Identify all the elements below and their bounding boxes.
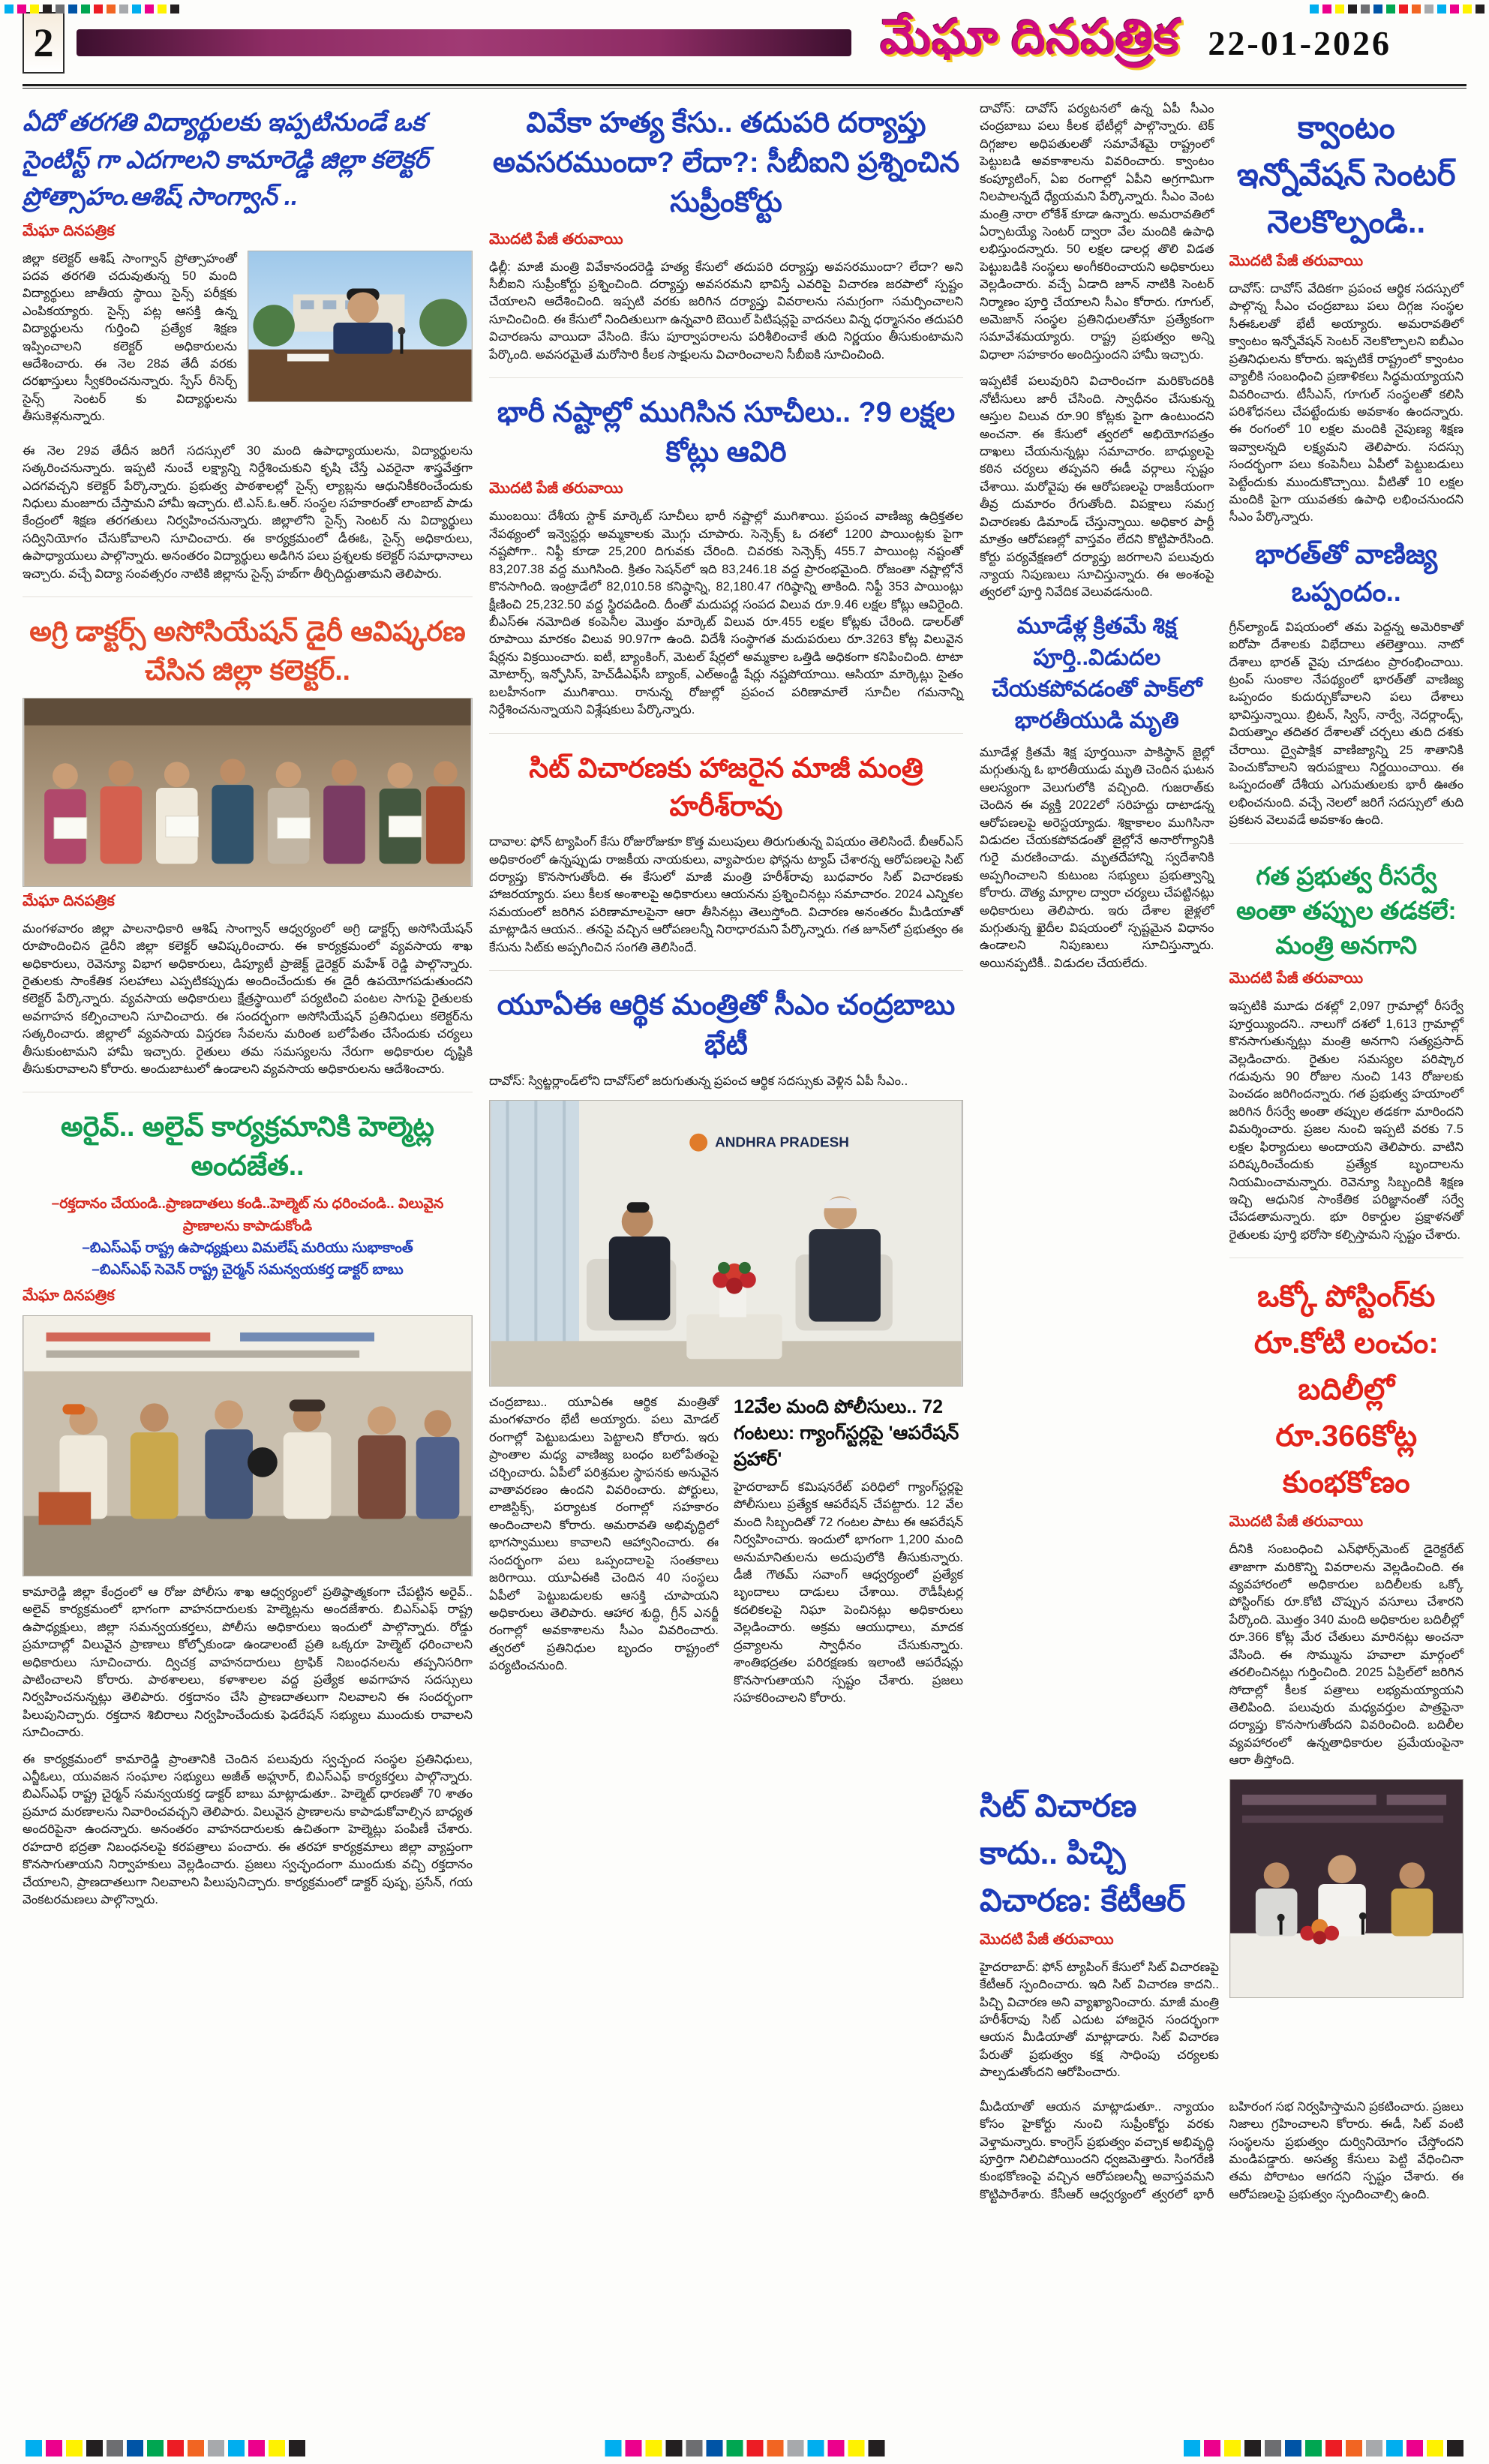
color-swatch	[94, 5, 103, 14]
color-swatch	[1366, 2440, 1382, 2456]
article-ktr-sit-remarks	[980, 1779, 1463, 2208]
article-body: దావాల: ఫోన్ ట్యాపింగ్ కేసు రోజురోజుకూ కొత్త మలుపులు తిరుగుతున్న విషయం తెలిసిందే. బీఆర్ఎస్ అధికారంలో ఉన్నప్పుడు రాజకీయ నాయకులు, వ్యాపారుల ఫోన్లను ట్యాప్ చేశారన్న ఆరోపణలపై సిట్ దర్యాప్తు కొనసాగుతోంది. ఈ కేసులో మాజీ మంత్రి హరీశ్‌రావు బుధవారం సిట్ విచారణకు హాజరయ్యారు. పలు కీలక అంశాలపై అధికారులు ఆయనను ప్రశ్నించినట్లు సమాచారం. 2024 ఎన్నికల సమయంలో జరిగిన పరిణామాలపైనా ఆరా తీసినట్లు తెలుస్తోంది. విచారణ అనంతరం మీడియాతో మాట్లాడిన ఆయన.. తనపై వచ్చిన ఆరోపణలన్నీ నిరాధారమని పేర్కొన్నారు. గత జూన్‌లో ప్రభుత్వం ఈ కేసును సిట్‌కు అప్పగించిన సంగతి తెలిసిందే.	[489, 835, 963, 954]
color-swatch	[1447, 2440, 1463, 2456]
article-headline: అగ్రి డాక్టర్స్ అసోసియేషన్ డైరీ ఆవిష్కరణ చేసిన జిల్లా కలెక్టర్..	[29, 616, 466, 686]
color-swatch	[1450, 5, 1459, 14]
color-swatch	[86, 2440, 103, 2456]
color-swatch	[787, 2440, 803, 2456]
color-swatch	[5, 5, 14, 14]
color-swatch	[1373, 5, 1382, 14]
continued-byline: మొదటి పేజీ తరువాయి	[1229, 1513, 1364, 1531]
continued-byline: మొదటి పేజీ తరువాయి	[489, 230, 623, 248]
article-body: ఇప్పటికి మూడు దశల్లో 2,097 గ్రామాల్లో రీసర్వే పూర్తయ్యిందని.. నాలుగో దశలో 1,613 గ్రామాల్లో కొనసాగుతున్నట్లు మంత్రి అనగాని సత్యప్రసాద్ వెల్లడించారు. రైతుల సమస్యల పరిష్కార గడువును 90 రోజుల నుంచి 143 రోజులకు పెంచడం జరిగిందన్నారు. గత ప్రభుత్వ హయాంలో జరిగిన రీసర్వే అంతా తప్పుల తడకగా మారిందని విమర్శించారు. ప్రజల నుంచి ఇప్పటి వరకు 7.5 లక్షల ఫిర్యాదులు అందాయని తెలిపారు. వాటిని పరిష్కరించేందుకు ప్రత్యేక బృందాలను నియమించామన్నారు. రెవెన్యూ సిబ్బందికి శిక్షణ ఇచ్చి ఆధునిక సాంకేతిక పరిజ్ఞానంతో సర్వే చేపడతామన్నారు. భూ రికార్డుల ప్రక్షాళనతో రైతులకు పూర్తి భరోసా కల్పిస్తామని స్పష్టం చేశారు.	[1229, 999, 1463, 1242]
article-viveka-case	[489, 104, 963, 364]
print-registration-marks-top-right	[1310, 5, 1484, 14]
color-swatch	[1361, 5, 1370, 14]
color-swatch	[1412, 5, 1421, 14]
article-india-trade-deal	[1229, 536, 1464, 830]
continued-byline: మొదటి పేజీ తరువాయి	[489, 480, 623, 497]
article-scientist-encouragement	[23, 104, 473, 583]
article-standfirst-bullets	[23, 1193, 473, 1282]
masthead-logo: మేఘా దినపత్రిక	[880, 10, 1180, 64]
article-body: దీనికి సంబంధించి ఎన్‌ఫోర్స్‌మెంట్ డైరెక్టరేట్ తాజాగా మరికొన్ని వివరాలను వెల్లడించింది. ఈ వ్యవహారంలో అధికారుల బదిలీలకు ఒక్కో పోస్టింగ్‌కు రూ.కోటి చొప్పున వసూలు చేశారని పేర్కొంది. మొత్తం 340 మంది అధికారుల బదిలీల్లో రూ.366 కోట్ల మేర చేతులు మారినట్లు అంచనా వేసింది. ఈ సొమ్మును హవాలా మార్గంలో తరలించినట్లు గుర్తించింది. 2025 ఏప్రిల్‌లో జరిగిన సోదాల్లో కీలక పత్రాలు లభ్యమయ్యాయని తెలిపింది. పలువురు మధ్యవర్తుల పాత్రపైనా దర్యాప్తు కొనసాగుతోందని వివరించింది. బదిలీల వ్యవహారంలో ఉన్నతాధికారుల ప్రమేయంపైనా ఆరా తీస్తోంది.	[1229, 1543, 1463, 1768]
article-headline: ఏదో తరగతి విద్యార్థులకు ఇప్పటినుండే ఒక సైంటిస్ట్ గా ఎదగాలని కామారెడ్డి జిల్లా కలెక్టర్ ప్రోత్సాహం.ఆశిష్ సాంగ్వాన్ ..	[23, 108, 429, 210]
left-column	[23, 101, 473, 2208]
color-swatch	[1424, 5, 1433, 14]
color-swatch	[1427, 2440, 1443, 2456]
header-gradient-bar	[77, 29, 851, 56]
article-body-columns	[489, 1394, 963, 1707]
article-body: కామారెడ్డి జిల్లా కేంద్రంలో ఆ రోజు పోలీసు శాఖ ఆధ్వర్యంలో ప్రతిష్ఠాత్మకంగా చేపట్టిన అరైవ్.. అలైవ్ కార్యక్రమంలో భాగంగా వాహనదారులకు హెల్మెట్లను అందజేశారు. బిఎస్ఎఫ్ రాష్ట్ర ఉపాధ్యక్షులు, జిల్లా సమన్వయకర్తలు, పోలీసు అధికారులు ఇందులో పాల్గొన్నారు. రోడ్డు ప్రమాదాల్లో విలువైన ప్రాణాలు కోల్పోకుండా ఉండాలంటే ప్రతి ఒక్కరూ హెల్మెట్ ధరించాలని అధికారులు సూచించారు. ద్విచక్ర వాహనదారులు ట్రాఫిక్ నిబంధనలను తప్పనిసరిగా పాటించాలని కోరారు. పాఠశాలలు, కళాశాలల వద్ద ప్రత్యేక అవగాహన సదస్సులు నిర్వహించనున్నట్లు తెలిపారు. రక్తదానం చేసి ప్రాణదాతలుగా నిలవాలని ఈ సందర్భంగా పిలుపునిచ్చారు. రక్తదాన శిబిరాలు నిర్వహించేందుకు ఫెడరేషన్ సభ్యులు ముందుకు రావాలని సూచించారు.	[23, 1585, 473, 1740]
color-swatch	[726, 2440, 743, 2456]
article-body: ముంబయి: దేశీయ స్టాక్ మార్కెట్ సూచీలు భారీ నష్టాల్లో ముగిశాయి. ప్రపంచ వాణిజ్య ఉద్రిక్తతల నేపథ్యంలో ఇన్వెస్టర్లు అమ్మకాలకు మొగ్గు చూపారు. సెన్సెక్స్ ఓ దశలో 1200 పాయింట్లకు పైగా నష్టపోగా.. నిఫ్టీ కూడా 25,200 దిగువకు చేరింది. చివరకు సెన్సెక్స్ 455.7 పాయింట్ల నష్టంతో 83,207.38 వద్ద ముగిసింది. క్రితం సెషన్‌లో ఇది 83,246.18 వద్ద ప్రారంభమైంది. రోజంతా నష్టాల్లోనే కొనసాగింది. ఇంట్రాడేలో 82,010.58 కనిష్ఠాన్ని, 82,180.47 గరిష్ఠాన్ని తాకింది. నిఫ్టీ 353 పాయింట్లు క్షీణించి 25,232.50 వద్ద స్థిరపడింది. దీంతో మదుపర్ల సంపద విలువ రూ.9.46 లక్షల కోట్లు ఆవిరైంది. బీఎస్ఈ నమోదిత కంపెనీల మొత్తం మార్కెట్ విలువ రూ.455 లక్షల కోట్లకు చేరింది. డాలర్‌తో రూపాయి మారకం విలువ 90.97గా ఉంది. విదేశీ సంస్థాగత మదుపరులు రూ.3263 కోట్ల విలువైన షేర్లను విక్రయించారు. ఐటీ, బ్యాంకింగ్, మెటల్ షేర్లలో అమ్మకాల ఒత్తిడి అధికంగా కనిపించింది. టాటా మోటార్స్, ఇన్ఫోసిస్, హెచ్‌డీఎఫ్‌సీ బ్యాంక్, ఎల్అండ్టీ షేర్లు నష్టపోయాయి. ఆసియా మార్కెట్లు సైతం బలహీనంగా ముగిశాయి. రానున్న రోజుల్లో ప్రపంచ పరిణామాలే సూచీల గమనాన్ని నిర్దేశించనున్నాయని విశ్లేషకులు పేర్కొన్నారు.	[489, 509, 963, 717]
article-body: హైదరాబాద్ కమిషనరేట్ పరిధిలో గ్యాంగ్‌స్టర్లపై పోలీసులు ప్రత్యేక ఆపరేషన్ చేపట్టారు. 12 వేల మంది సిబ్బందితో 72 గంటల పాటు ఈ ఆపరేషన్ నిర్వహించారు. ఇందులో భాగంగా 1,200 మంది అనుమానితులను అదుపులోకి తీసుకున్నారు. డీజీ గౌతమ్ సవాంగ్ ఆధ్వర్యంలో ప్రత్యేక బృందాలు దాడులు చేశాయి. రౌడీషీటర్ల కదలికలపై నిఘా పెంచినట్లు అధికారులు వెల్లడించారు. అక్రమ ఆయుధాలు, మాదక ద్రవ్యాలను స్వాధీనం చేసుకున్నారు. శాంతిభద్రతల పరిరక్షణకు ఇలాంటి ఆపరేషన్లు కొనసాగుతాయని స్పష్టం చేశారు. ప్రజలు సహకరించాలని కోరారు.	[734, 1480, 963, 1705]
color-swatch	[147, 2440, 164, 2456]
article-resurvey-minister	[1229, 843, 1464, 1244]
color-swatch	[1406, 2440, 1423, 2456]
color-swatch	[1204, 2440, 1220, 2456]
article-headline: ఒక్కో పోస్టింగ్‌కు రూ.కోటి లంచం: బదిలీల్లో రూ.366కోట్ల కుంభకోణం	[1253, 1280, 1439, 1500]
article-body: చంద్రబాబు.. యూఏఈ ఆర్థిక మంత్రితో మంగళవారం భేటీ అయ్యారు. పలు మోడల్ రంగాల్లో పెట్టుబడులు పెట్టాలని కోరారు. ఇరు ప్రాంతాల మధ్య వాణిజ్య బంధం బలోపేతంపై చర్చించారు. ఏపీలో పరిశ్రమల స్థాపనకు అనువైన వాతావరణం ఉందని వివరించారు. పోర్టులు, లాజిస్టిక్స్, పర్యాటక రంగాల్లో సహకారం అందించాలని కోరారు. అమరావతి అభివృద్ధిలో భాగస్వాములు కావాలని ఆహ్వానించారు. ఈ సందర్భంగా పలు ఒప్పందాలపై సంతకాలు జరిగాయి. యూఏఈకి చెందిన 40 సంస్థలు ఏపీలో పెట్టుబడులకు ఆసక్తి చూపాయని అధికారులు తెలిపారు. ఆహార శుద్ధి, గ్రీన్ ఎనర్జీ రంగాల్లో అవకాశాలను సీఎం వివరించారు. త్వరలో ప్రతినిధుల బృందం రాష్ట్రంలో పర్యటించనుంది.	[489, 1395, 719, 1673]
cm-uae-meeting-photo	[489, 1100, 963, 1387]
article-body: ఇప్పటికే పలువురిని విచారించగా మరికొందరికి నోటీసులు జారీ చేసింది. స్వాధీనం చేసుకున్న ఆస్తుల విలువ రూ.90 కోట్లకు పైగా ఉంటుందని అంచనా. ఈ కేసులో త్వరలో అభియోగపత్రం దాఖలు చేయనున్నట్లు సమాచారం. బాధ్యులపై కఠిన చర్యలు తప్పవని ఈడీ వర్గాలు స్పష్టం చేశాయి. మరోవైపు ఈ ఆరోపణలపై రాజకీయంగా తీవ్ర దుమారం రేగుతోంది. విపక్షాలు సమగ్ర విచారణకు డిమాండ్ చేస్తున్నాయి. అధికార పార్టీ మాత్రం ఆరోపణల్లో వాస్తవం లేదని కొట్టిపారేసింది. కోర్టు పర్యవేక్షణలో దర్యాప్తు జరగాలని పలువురు న్యాయ నిపుణులు సూచిస్తున్నారు. ఈ అంశంపై త్వరలో పూర్తి నివేదిక వెలువడనుంది.	[980, 374, 1214, 599]
color-swatch	[188, 2440, 204, 2456]
right-column	[980, 101, 1463, 2208]
article-headline: క్వాంటం ఇన్నోవేషన్ సెంటర్ నెలకొల్పండి..	[1236, 110, 1456, 239]
color-swatch	[1265, 2440, 1281, 2456]
color-swatch	[81, 5, 90, 14]
color-swatch	[1346, 2440, 1362, 2456]
article-transfer-bribery	[1229, 1258, 1464, 1769]
color-swatch	[107, 5, 116, 14]
article-uae-cm-meeting	[489, 970, 963, 1707]
color-swatch	[746, 2440, 763, 2456]
print-registration-marks-bottom-right	[1184, 2440, 1463, 2456]
article-headline: సిట్ విచారణకు హాజరైన మాజీ మంత్రి హరీశ్‌రావు	[529, 752, 923, 822]
article-quantum-continuation	[980, 101, 1214, 364]
header-rule	[23, 84, 1466, 89]
article-body: ఢిల్లీ: మాజీ మంత్రి వివేకానందరెడ్డి హత్య కేసులో తదుపరి దర్యాప్తు అవసరముందా? లేదా? అని సీబీఐని సుప్రీంకోర్టు ప్రశ్నించింది. దర్యాప్తు అవసరమని భావిస్తే ఎవరిపై విచారణ జరపాలో స్పష్టం చేయాలని ఆదేశించింది. ఇప్పటి వరకు జరిగిన దర్యాప్తు వివరాలను సమగ్రంగా సమర్పించాలని సూచించింది. ఈ కేసులో నిందితులుగా ఉన్నవారి బెయిల్ పిటిషన్లపై వాదనలు విన్న ధర్మాసనం తదుపరి విచారణను వాయిదా వేసింది. కేసు పూర్వాపరాలను పరిశీలించాకే తుది నిర్ణయం తీసుకుంటామని పేర్కొంది. అవసరమైతే మరోసారి కీలక సాక్షులను విచారించాలని సీబీఐకి సూచించింది.	[489, 260, 963, 362]
color-swatch	[1399, 5, 1408, 14]
article-headline: యూఏఈ ఆర్థిక మంత్రితో సీఎం చంద్రబాబు భేటీ	[497, 990, 956, 1062]
page-header	[0, 0, 1489, 78]
color-swatch	[1305, 2440, 1322, 2456]
continued-byline: మొదటి పేజీ తరువాయి	[1229, 253, 1364, 269]
article-body: దావోస్: దావోస్ పర్యటనలో ఉన్న ఏపీ సీఎం చంద్రబాబు పలు కీలక భేటీల్లో పాల్గొన్నారు. టెక్ దిగ్గజాల అధిపతులతో సమావేశమై రాష్ట్రంలో పెట్టుబడి అవకాశాలను వివరించారు. క్వాంటం కంప్యూటింగ్, ఏఐ రంగాల్లో ఏపీని అగ్రగామిగా నిలపాలన్నదే ధ్యేయమని పేర్కొన్నారు. సీఎం వెంట మంత్రి నారా లోకేశ్ కూడా ఉన్నారు. అమరావతిలో ఏర్పాటయ్యే సెంటర్ ద్వారా వేల మందికి ఉపాధి లభిస్తుందన్నారు. 50 లక్షల డాలర్ల తొలి విడత పెట్టుబడికి సంస్థలు అంగీకరించాయని అధికారులు వెల్లడించారు. వచ్చే ఏడాది జూన్ నాటికి సెంటర్ నిర్మాణం పూర్తి చేయాలని సీఎం కోరారు. గూగుల్, అమెజాన్ సంస్థల ప్రతినిధులతోనూ ప్రత్యేకంగా సమావేశమయ్యారు. రాష్ట్ర ప్రభుత్వం అన్ని విధాలా సహకారం అందిస్తుందని హామీ ఇచ్చారు.	[980, 102, 1214, 362]
article-body: దావోస్: దావోస్ వేదికగా ప్రపంచ ఆర్థిక సదస్సులో పాల్గొన్న సీఎం చంద్రబాబు పలు దిగ్గజ సంస్థల సీఈఓలతో భేటీ అయ్యారు. అమరావతిలో క్వాంటం ఇన్నోవేషన్ సెంటర్ నెలకొల్పాలని ఐబీఎం ప్రతినిధులను కోరారు. ఇప్పటికే రాష్ట్రంలో క్వాంటం వ్యాలీకి సంబంధించి ప్రణాళికలు సిద్ధమయ్యాయని వివరించారు. టీసీఎస్, గూగుల్ సంస్థలతో కలిసి పరిశోధనలు చేపట్టేందుకు అవకాశం ఉందన్నారు. ఈ రంగంలో 10 లక్షల మందికి నైపుణ్య శిక్షణ ఇవ్వాలన్నది లక్ష్యమని తెలిపారు. సదస్సు సందర్భంగా పలు కంపెనీలు ఏపీలో పెట్టుబడులు పెట్టేందుకు ముందుకొచ్చాయి. వీటితో 10 లక్షల మందికి పైగా యువతకు ఉపాధి లభించనుందని సీఎం పేర్కొన్నారు.	[1229, 282, 1463, 524]
staff-byline: మేఘా దినపత్రిక	[23, 1287, 115, 1304]
color-swatch	[132, 5, 141, 14]
color-swatch	[1184, 2440, 1200, 2456]
color-swatch	[1322, 5, 1331, 14]
color-swatch	[68, 5, 77, 14]
page-number: 2	[23, 12, 65, 74]
color-swatch	[170, 5, 179, 14]
color-swatch	[119, 5, 128, 14]
color-swatch	[167, 2440, 184, 2456]
color-swatch	[868, 2440, 884, 2456]
color-swatch	[827, 2440, 844, 2456]
right-subcolumns	[980, 101, 1463, 1779]
article-body: ఈ కార్యక్రమంలో కామారెడ్డి ప్రాంతానికి చెందిన పలువురు స్వచ్ఛంద సంస్థల ప్రతినిధులు, ఎన్జీఓలు, యువజన సంఘాల సభ్యులు అజీత్ అహ్లూర్, బిఎస్ఎఫ్ కార్యకర్తలు పాల్గొన్నారు. బిఎస్ఎఫ్ రాష్ట్ర చైర్మన్ సమన్వయకర్త డాక్టర్ బాబు మాట్లాడుతూ.. హెల్మెట్ ధారణతో 70 శాతం ప్రమాద మరణాలను నివారించవచ్చని తెలిపారు. విలువైన ప్రాణాలను కాపాడుకోవాల్సిన బాధ్యత అందరిపైనా ఉందన్నారు. అనంతరం వాహనదారులకు ఉచితంగా హెల్మెట్లు పంపిణీ చేశారు. రహదారి భద్రతా నిబంధనలపై కరపత్రాలు పంచారు. ఈ తరహా కార్యక్రమాలు జిల్లా వ్యాప్తంగా కొనసాగుతాయని నిర్వాహకులు వెల్లడించారు. ప్రజలు స్వచ్ఛందంగా ముందుకు వచ్చి రక్తదానం చేయాలని, ప్రాణదాతలుగా నిలవాలని పిలుపునిచ్చారు. కార్యక్రమంలో డాక్టర్ పుష్ప, ప్రసేన్, గయ వెంకటరమణలు పాల్గొన్నారు.	[23, 1752, 473, 1907]
article-headline: భారత్‌తో వాణిజ్య ఒప్పందం..	[1255, 538, 1438, 608]
middle-column	[489, 101, 963, 2208]
article-body: మీడియాతో ఆయన మాట్లాడుతూ.. న్యాయం కోసం హైకోర్టు నుంచి సుప్రీంకోర్టు వరకు వెళ్తామన్నారు. కాంగ్రెస్ ప్రభుత్వం వచ్చాక అభివృద్ధి పూర్తిగా నిలిచిపోయిందని ధ్వజమెత్తారు. సింగరేణి కుంభకోణంపై వచ్చిన ఆరోపణలన్నీ అవాస్తవమని కొట్టిపారేశారు. కేసీఆర్ ఆధ్వర్యంలో త్వరలో భారీ బహిరంగ సభ నిర్వహిస్తామని ప్రకటించారు. ప్రజలు నిజాలు గ్రహించాలని కోరారు. ఈడీ, సిట్ వంటి సంస్థలను ప్రభుత్వం దుర్వినియోగం చేస్తోందని మండిపడ్డారు. అసత్య కేసులు పెట్టి వేధించినా తమ పోరాటం ఆగదని స్పష్టం చేశారు. ఈ ఆరోపణలపై ప్రభుత్వం స్పందించాల్సి ఉంది.	[980, 2099, 1463, 2201]
right-subcolumn-b	[1229, 101, 1464, 1779]
color-swatch	[1475, 5, 1484, 14]
helmet-distribution-photo	[23, 1315, 473, 1576]
color-swatch	[107, 2440, 123, 2456]
continued-byline: మొదటి పేజీ తరువాయి	[980, 1931, 1114, 1948]
article-bribery-continuation	[980, 373, 1214, 601]
color-swatch	[43, 5, 52, 14]
color-swatch	[1348, 5, 1357, 14]
article-quantum-center	[1229, 104, 1464, 527]
article-body: మూడేళ్ల క్రితమే శిక్ష పూర్తయినా పాకిస్థాన్ జైల్లో మగ్గుతున్న ఓ భారతీయుడు మృతి చెందిన ఘటన ఆలస్యంగా వెలుగులోకి వచ్చింది. గుజరాత్‌కు చెందిన ఈ వ్యక్తి 2022లో సరిహద్దు దాటాడన్న ఆరోపణలపై అరెస్టయ్యాడు. శిక్షాకాలం ముగిసినా విడుదల చేయకపోవడంతో జైల్లోనే అనారోగ్యానికి గురై మరణించాడు. మృతదేహాన్ని స్వదేశానికి అప్పగించాలని కుటుంబ సభ్యులు ప్రభుత్వాన్ని కోరారు. దౌత్య మార్గాల ద్వారా చర్యలు చేపట్టినట్లు అధికారులు తెలిపారు. ఇరు దేశాల జైళ్లలో మగ్గుతున్న ఖైదీల విషయంలో స్పష్టమైన విధానం ఉండాలని నిపుణులు సూచిస్తున్నారు. అయినప్పటికీ.. విడుదల చేయలేదు.	[980, 745, 1214, 970]
color-swatch	[645, 2440, 662, 2456]
article-pakistan-death	[980, 611, 1214, 972]
color-swatch	[158, 5, 167, 14]
color-swatch	[625, 2440, 641, 2456]
article-body: మంగళవారం జిల్లా పాలనాధికారి ఆశిష్ సాంగ్వాన్ ఆధ్వర్యంలో అగ్రి డాక్టర్స్ అసోసియేషన్ రూపొందించిన డైరీని జిల్లా కలెక్టర్ ఆవిష్కరించారు. ఈ కార్యక్రమంలో వ్యవసాయ శాఖ అధికారులు, రెవెన్యూ విభాగ అధికారులు, డిప్యూటీ ప్రాజెక్ట్ డైరెక్టర్ మహేశ్ రెడ్డి పాల్గొన్నారు. రైతులకు సాంకేతిక సలహాలు ఎప్పటికప్పుడు అందించేందుకు ఈ డైరీ ఉపయోగపడుతుందని కలెక్టర్ పేర్కొన్నారు. వ్యవసాయ అధికారులు క్షేత్రస్థాయిలో పర్యటించి పంటల సాగుపై రైతులకు అవగాహన కల్పించాలని సూచించారు. ఈ సందర్భంగా అసోసియేషన్ ప్రతినిధులు కలెక్టర్‌ను సత్కరించారు. జిల్లాలో వ్యవసాయ విస్తరణ సేవలను మరింత బలోపేతం చేసేందుకు చర్యలు తీసుకుంటామని హామీ ఇచ్చారు. రైతులు తమ సమస్యలను నేరుగా అధికారుల దృష్టికి తీసుకురావాలని కోరారు. అందుబాటులో ఉండాలని వ్యవసాయ అధికారులను ఆదేశించారు.	[23, 921, 473, 1077]
article-harish-rao-sit	[489, 733, 963, 957]
color-swatch	[686, 2440, 702, 2456]
color-swatch	[66, 2440, 83, 2456]
color-swatch	[26, 2440, 42, 2456]
print-registration-marks-bottom-left	[26, 2440, 305, 2456]
staff-byline: మేఘా దినపత్రిక	[23, 222, 115, 239]
brief-subheadline: 12వేల మంది పోలీసులు.. 72 గంటలు: గ్యాంగ్‌స్టర్లపై 'ఆపరేషన్ ప్రహార్'	[734, 1396, 959, 1470]
article-headline: వివేకా హత్య కేసు.. తదుపరి దర్యాప్తు అవసరముందా? లేదా?: సీబీఐని ప్రశ్నించిన సుప్రీంకోర్టు	[492, 107, 960, 219]
color-swatch	[127, 2440, 143, 2456]
color-swatch	[1224, 2440, 1241, 2456]
article-headline: మూడేళ్ల క్రితమే శిక్ష పూర్తి..విడుదల చేయకపోవడంతో పాక్‌లో భారతీయుడి మృతి	[992, 613, 1202, 733]
bullet-line: –బిఎస్ఎఫ్ రాష్ట్ర ఉపాధ్యక్షులు విమలేష్ మరియు సుభాకాంత్	[82, 1240, 413, 1256]
edition-date: 22-01-2026	[1208, 23, 1391, 62]
photo-backdrop-text: ANDHRA PRADESH	[715, 1134, 849, 1151]
color-swatch	[248, 2440, 265, 2456]
ktr-article-top	[980, 1779, 1463, 2091]
color-swatch	[30, 5, 39, 14]
article-arrive-alive-helmets	[23, 1092, 473, 1909]
print-registration-marks-top-left	[5, 5, 179, 14]
color-swatch	[289, 2440, 305, 2456]
color-swatch	[1386, 5, 1395, 14]
page-content	[0, 101, 1489, 2208]
article-body: ఈ నెల 29వ తేదీన జరిగే సదస్సులో 30 మంది ఉపాధ్యాయులను, విద్యార్థులను సత్కరించనున్నారు. ఇప్పటి నుంచే లక్ష్యాన్ని నిర్దేశించుకుని కృషి చేస్తే ఎవరైనా శాస్త్రవేత్తగా ఎదగవచ్చని కలెక్టర్ పేర్కొన్నారు. ప్రభుత్వ పాఠశాలల్లో సైన్స్ ల్యాబ్లను ఆధునికీకరించేందుకు నిధులు మంజూరు చేస్తామని హామీ ఇచ్చారు. టి.ఎస్.ఓ.ఆర్. సంస్థల సహకారంతో లాంబాబ్ పాడు కేంద్రంలో శిక్షణ తరగతులు నిర్వహించనున్నారు. జిల్లాలోని సైన్స్ సెంటర్ ను విద్యార్థులు సద్వినియోగం చేసుకోవాలని సూచించారు. ఈ కార్యక్రమంలో డీఈఓ, సైన్స్ అధికారులు, ఉపాధ్యాయులు పాల్గొన్నారు. అనంతరం విద్యార్థులు అడిగిన పలు ప్రశ్నలకు కలెక్టర్ సమాధానాలు ఇచ్చారు. వచ్చే విద్యా సంవత్సరం నాటికి జిల్లాను సైన్స్ హబ్‌గా తీర్చిదిద్దుతామని తెలిపారు.	[23, 443, 473, 581]
color-swatch	[228, 2440, 245, 2456]
color-swatch	[706, 2440, 722, 2456]
color-swatch	[17, 5, 26, 14]
continued-byline: మొదటి పేజీ తరువాయి	[1229, 970, 1364, 987]
color-swatch	[269, 2440, 285, 2456]
right-subcolumn-a	[980, 101, 1214, 1779]
color-swatch	[1285, 2440, 1301, 2456]
color-swatch	[208, 2440, 224, 2456]
print-registration-marks-bottom-center	[605, 2440, 884, 2456]
color-swatch	[1463, 5, 1472, 14]
ktr-article-headline-block	[980, 1779, 1219, 2091]
color-swatch	[1335, 5, 1344, 14]
color-swatch	[1386, 2440, 1403, 2456]
article-body: గ్రీన్‌ల్యాండ్ విషయంలో తమ పెద్దన్న అమెరికాతో ఐరోపా దేశాలకు విభేదాలు తలెత్తాయి. నాటో దేశాలు భారత్ వైపు చూడటం ప్రారంభించాయి. ట్రంప్ సుంకాల నేపథ్యంలో భారత్‌తో వాణిజ్య ఒప్పందం కుదుర్చుకోవాలని పలు దేశాలు భావిస్తున్నాయి. బ్రిటన్, స్విస్, నార్వే, నెదర్లాండ్స్, వియత్నాం తదితర దేశాలతో చర్చలు తుది దశకు చేరాయి. ద్వైపాక్షిక వాణిజ్యాన్ని 25 శాతానికి పెంచుకోవాలని ఇరుపక్షాలు నిర్ణయించాయి. ఈ ఒప్పందంతో దేశీయ ఎగుమతులకు భారీ ఊతం లభించనుంది. వచ్చే నెలలో జరిగే సదస్సులో తుది ప్రకటన వెలువడే అవకాశం ఉంది.	[1229, 620, 1463, 828]
color-swatch	[56, 5, 65, 14]
article-agri-doctors-diary	[23, 596, 473, 1078]
color-swatch	[605, 2440, 621, 2456]
staff-byline: మేఘా దినపత్రిక	[23, 892, 115, 909]
color-swatch	[1310, 5, 1319, 14]
bullet-line: –రక్తదానం చేయండి..ప్రాణదాతలు కండి..హెల్మెట్ ను ధరించండి.. విలువైన ప్రాణాలను కాపాడుకోండి	[51, 1196, 444, 1234]
color-swatch	[807, 2440, 824, 2456]
bullet-line: –బిఎస్ఎఫ్ సెవెన్ రాష్ట్ర చైర్మన్ సమన్వయకర్త డాక్టర్ బాబు	[92, 1262, 404, 1279]
article-headline: అరైవ్.. అలైవ్ కార్యక్రమానికి హెల్మెట్ల అందజేత..	[61, 1111, 434, 1182]
article-headline: భారీ నష్టాల్లో ముగిసిన సూచీలు.. ?9 లక్షల కోట్లు ఆవిరి	[497, 397, 956, 469]
article-markets-loss	[489, 377, 963, 719]
article-body: జిల్లా కలెక్టర్ ఆశిష్ సాంగ్వాన్ ప్రోత్సాహంతో పదవ తరగతి చదువుతున్న 50 మంది విద్యార్థులు జాతీయ స్థాయి సైన్స్ పరీక్షకు ఎంపికయ్యారు. సైన్స్ పట్ల ఆసక్తి ఉన్న విద్యార్థులను గుర్తించి ప్రత్యేక శిక్షణ ఇప్పించాలని కలెక్టర్ అధికారులను ఆదేశించారు. ఈ నెల 28వ తేదీ వరకు దరఖాస్తులు స్వీకరించనున్నారు. స్పేస్ రీసెర్చ్ సైన్స్ సెంటర్ కు విద్యార్థులను తీసుకెళ్లనున్నారు.	[23, 251, 237, 424]
article-body: హైదరాబాద్: ఫోన్ ట్యాపింగ్ కేసులో సిట్ విచారణపై కేటీఆర్ స్పందించారు. ఇది సిట్ విచారణ కాదని.. పిచ్చి విచారణ అని వ్యాఖ్యానించారు. మాజీ మంత్రి హరీశ్‌రావు సిట్ ఎదుట హాజరైన సందర్భంగా ఆయన మీడియాతో మాట్లాడారు. సిట్ విచారణ పేరుతో ప్రభుత్వం కక్ష సాధింపు చర్యలకు పాల్పడుతోందని ఆరోపించారు.	[980, 1960, 1219, 2080]
article-headline: సిట్ విచారణ కాదు.. పిచ్చి విచారణ: కేటీఆర్	[980, 1787, 1186, 1918]
color-swatch	[1244, 2440, 1261, 2456]
color-swatch	[767, 2440, 783, 2456]
diary-launch-photo	[23, 698, 473, 887]
article-headline: గత ప్రభుత్వ రీసర్వే అంతా తప్పుల తడకలే: మంత్రి అనగాని	[1235, 861, 1457, 960]
color-swatch	[46, 2440, 62, 2456]
collector-photo	[248, 251, 473, 402]
color-swatch	[145, 5, 154, 14]
color-swatch	[665, 2440, 682, 2456]
color-swatch	[1325, 2440, 1342, 2456]
article-body-columns	[980, 2099, 1463, 2209]
color-swatch	[848, 2440, 864, 2456]
ktr-press-meet-photo	[1229, 1779, 1463, 1998]
color-swatch	[1437, 5, 1446, 14]
article-intro: దావోస్: స్విట్జర్లాండ్‌లోని దావోస్‌లో జరుగుతున్న ప్రపంచ ఆర్థిక సదస్సుకు వెళ్లిన ఏపీ సీఎం..	[489, 1074, 908, 1089]
